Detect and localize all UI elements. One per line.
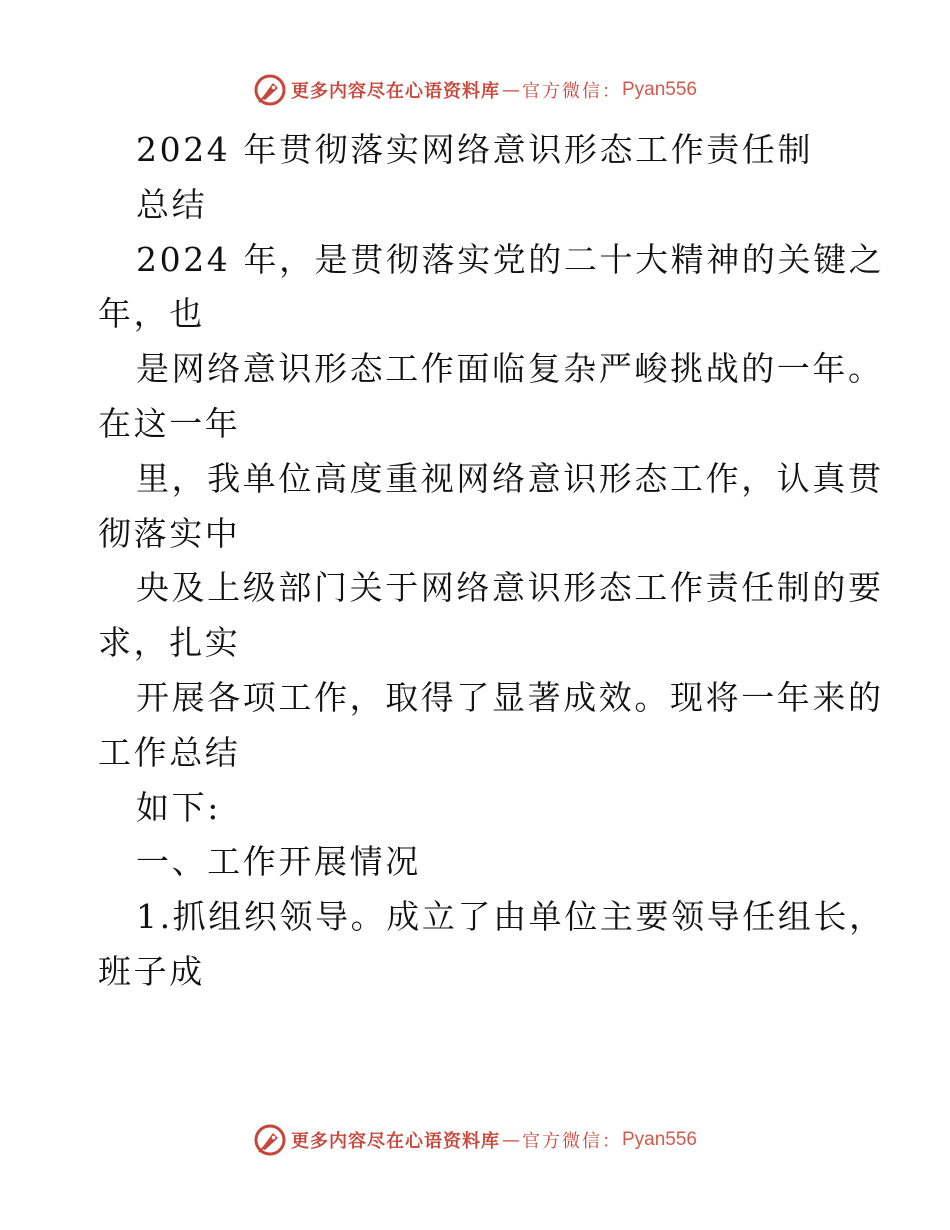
watermark-wechat-label: 官方微信：: [521, 1131, 622, 1152]
paragraph-line: 2024 年，是贯彻落实党的二十大精神的关键之: [136, 239, 885, 279]
footer-watermark: [0, 1120, 950, 1160]
watermark-wechat-id: Pyan556: [621, 1129, 697, 1150]
pen-nib-logo-icon: [253, 1123, 287, 1157]
section-heading: 一、工作开展情况: [136, 842, 421, 882]
document-title-line-1: 2024 年贯彻落实网络意识形态工作责任制: [136, 130, 814, 169]
watermark-brand: 更多内容尽在心语资料库: [290, 81, 500, 102]
document-title-line-2: 总结: [136, 184, 208, 224]
pen-nib-logo-icon: [253, 73, 287, 107]
paragraph-line: 里，我单位高度重视网络意识形态工作，认真贯: [136, 458, 884, 498]
document-body: [98, 123, 885, 1000]
paragraph-line: 班子成: [98, 951, 205, 991]
paragraph-line: 在这一年: [98, 403, 241, 443]
paragraph-line: 央及上级部门关于网络意识形态工作责任制的要: [136, 568, 884, 608]
watermark-brand: 更多内容尽在心语资料库: [290, 1131, 500, 1152]
watermark-wechat-id: Pyan556: [621, 79, 697, 100]
paragraph-line: 1.抓组织领导。成立了由单位主要领导任组长，: [136, 897, 885, 937]
paragraph-line: 如下:: [136, 787, 221, 827]
paragraph-line: 彻落实中: [98, 513, 241, 553]
paragraph-line: 是网络意识形态工作面临复杂严峻挑战的一年。: [136, 349, 884, 389]
header-watermark: [0, 70, 950, 110]
watermark-separator: —: [501, 79, 520, 101]
paragraph-line: 工作总结: [98, 732, 241, 772]
paragraph-line: 求，扎实: [98, 623, 241, 663]
watermark-wechat-label: 官方微信：: [521, 81, 622, 102]
paragraph-line: 开展各项工作，取得了显著成效。现将一年来的: [136, 677, 884, 717]
paragraph-line: 年，也: [98, 294, 205, 334]
watermark-separator: —: [501, 1129, 520, 1151]
